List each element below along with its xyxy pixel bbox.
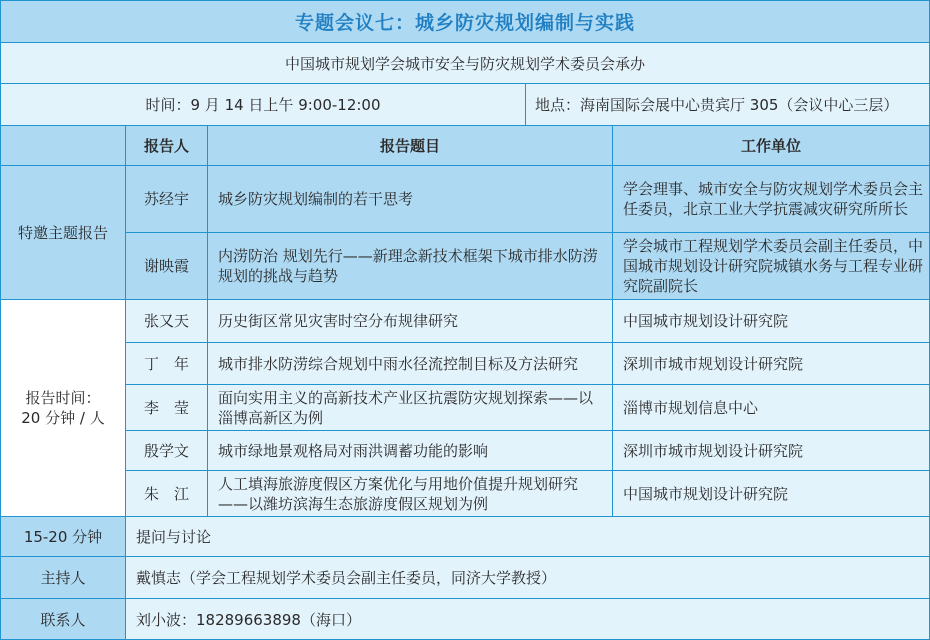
group-label-special: 特邀主题报告 bbox=[1, 166, 126, 300]
speaker-name: 谢映霞 bbox=[126, 233, 208, 300]
header-corner bbox=[1, 126, 126, 166]
speaker-grid bbox=[1, 126, 929, 517]
speaker-affiliation: 学会城市工程规划学术委员会副主任委员，中国城市规划设计研究院城镇水务与工程专业研究院副院长 bbox=[613, 233, 929, 300]
header-topic: 报告题目 bbox=[208, 126, 613, 166]
report-topic: 面向实用主义的高新技术产业区抗震防灾规划探索——以淄博高新区为例 bbox=[208, 385, 613, 431]
speaker-affiliation: 学会理事、城市安全与防灾规划学术委员会主任委员，北京工业大学抗震减灾研究所所长 bbox=[613, 166, 929, 233]
discussion-text: 提问与讨论 bbox=[126, 517, 929, 556]
discussion-row bbox=[1, 517, 929, 557]
speaker-name: 朱 江 bbox=[126, 471, 208, 517]
speaker-affiliation: 中国城市规划设计研究院 bbox=[613, 300, 929, 343]
speaker-affiliation: 中国城市规划设计研究院 bbox=[613, 471, 929, 517]
contact-value: 刘小波：18289663898（海口） bbox=[126, 599, 929, 639]
host-value: 戴慎志（学会工程规划学术委员会副主任委员，同济大学教授） bbox=[126, 557, 929, 598]
report-topic: 城市绿地景观格局对雨洪调蓄功能的影响 bbox=[208, 431, 613, 471]
speaker-affiliation: 淄博市规划信息中心 bbox=[613, 385, 929, 431]
organizer-line: 中国城市规划学会城市安全与防灾规划学术委员会承办 bbox=[1, 43, 929, 84]
contact-label: 联系人 bbox=[1, 599, 126, 639]
header-speaker: 报告人 bbox=[126, 126, 208, 166]
report-topic: 城市排水防涝综合规划中雨水径流控制目标及方法研究 bbox=[208, 343, 613, 385]
speaker-name: 丁 年 bbox=[126, 343, 208, 385]
report-topic: 人工填海旅游度假区方案优化与用地价值提升规划研究——以潍坊滨海生态旅游度假区规划为例 bbox=[208, 471, 613, 517]
time-place-row bbox=[1, 84, 929, 126]
speaker-name: 殷学文 bbox=[126, 431, 208, 471]
speaker-name: 张又天 bbox=[126, 300, 208, 343]
speaker-name: 李 莹 bbox=[126, 385, 208, 431]
discussion-duration: 15-20 分钟 bbox=[1, 517, 126, 556]
header-affiliation: 工作单位 bbox=[613, 126, 929, 166]
host-label: 主持人 bbox=[1, 557, 126, 598]
group-label-regular: 报告时间： 20 分钟 / 人 bbox=[1, 300, 126, 517]
host-row bbox=[1, 557, 929, 599]
speaker-name: 苏经宇 bbox=[126, 166, 208, 233]
contact-row bbox=[1, 599, 929, 639]
session-place: 地点：海南国际会展中心贵宾厅 305（会议中心三层） bbox=[535, 96, 899, 114]
session-title: 专题会议七：城乡防灾规划编制与实践 bbox=[1, 1, 929, 43]
report-topic: 历史街区常见灾害时空分布规律研究 bbox=[208, 300, 613, 343]
session-time: 时间：9 月 14 日上午 9:00-12:00 bbox=[1, 84, 526, 125]
speaker-affiliation: 深圳市城市规划设计研究院 bbox=[613, 431, 929, 471]
speaker-affiliation: 深圳市城市规划设计研究院 bbox=[613, 343, 929, 385]
report-topic: 内涝防治 规划先行——新理念新技术框架下城市排水防涝规划的挑战与趋势 bbox=[208, 233, 613, 300]
report-topic: 城乡防灾规划编制的若干思考 bbox=[208, 166, 613, 233]
